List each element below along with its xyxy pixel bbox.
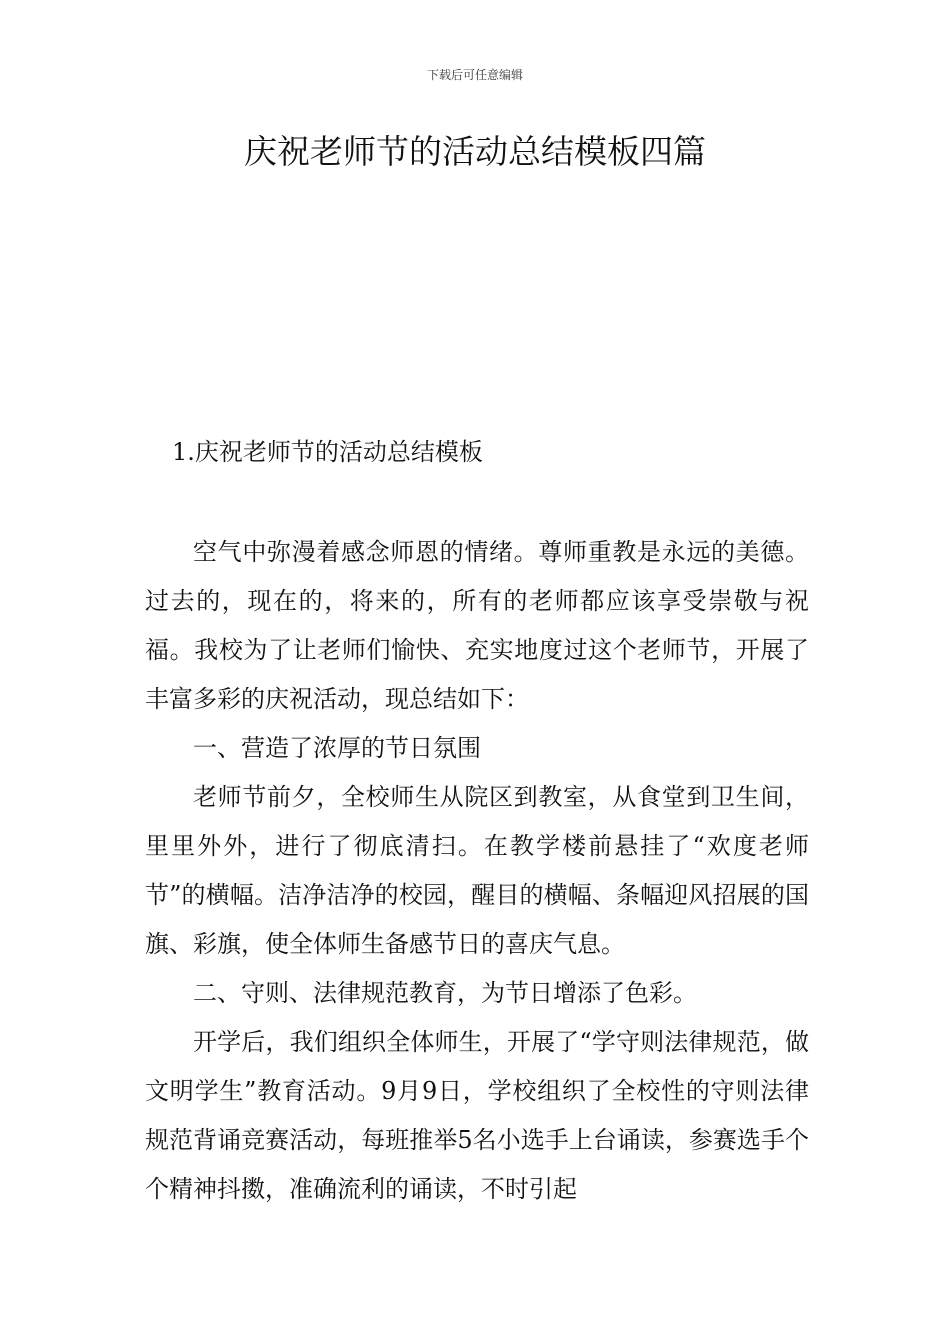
- document-body: [145, 528, 809, 1214]
- paragraph-rules-education: 开学后，我们组织全体师生，开展了“学守则法律规范，做文明学生”教育活动。9月9日，学校组织了全校性的守则法律规范背诵竞赛活动，每班推举5名小选手上台诵读，参赛选手个个精神抖擞，准确流利的诵读，不时引起: [145, 1028, 809, 1203]
- paragraph-subheading-1: 一、营造了浓厚的节日氛围: [193, 734, 481, 762]
- section-heading: 1.庆祝老师节的活动总结模板: [172, 438, 483, 466]
- document-title: 庆祝老师节的活动总结模板四篇: [244, 132, 706, 171]
- paragraph-subheading-2: 二、守则、法律规范教育，为节日增添了色彩。: [193, 979, 697, 1007]
- paragraph-intro: 空气中弥漫着感念师恩的情绪。尊师重教是永远的美德。过去的，现在的，将来的，所有的老师都应该享受崇敬与祝福。我校为了让老师们愉快、充实地度过这个老师节，开展了丰富多彩的庆祝活动，现总结如下：: [145, 538, 809, 713]
- header-note: 下载后可任意编辑: [426, 68, 523, 82]
- paragraph-festive-atmosphere: 老师节前夕，全校师生从院区到教室，从食堂到卫生间，里里外外，进行了彻底清扫。在教学楼前悬挂了“欢度老师节”的横幅。洁净洁净的校园，醒目的横幅、条幅迎风招展的国旗、彩旗，使全体师生备感节日的喜庆气息。: [145, 783, 809, 958]
